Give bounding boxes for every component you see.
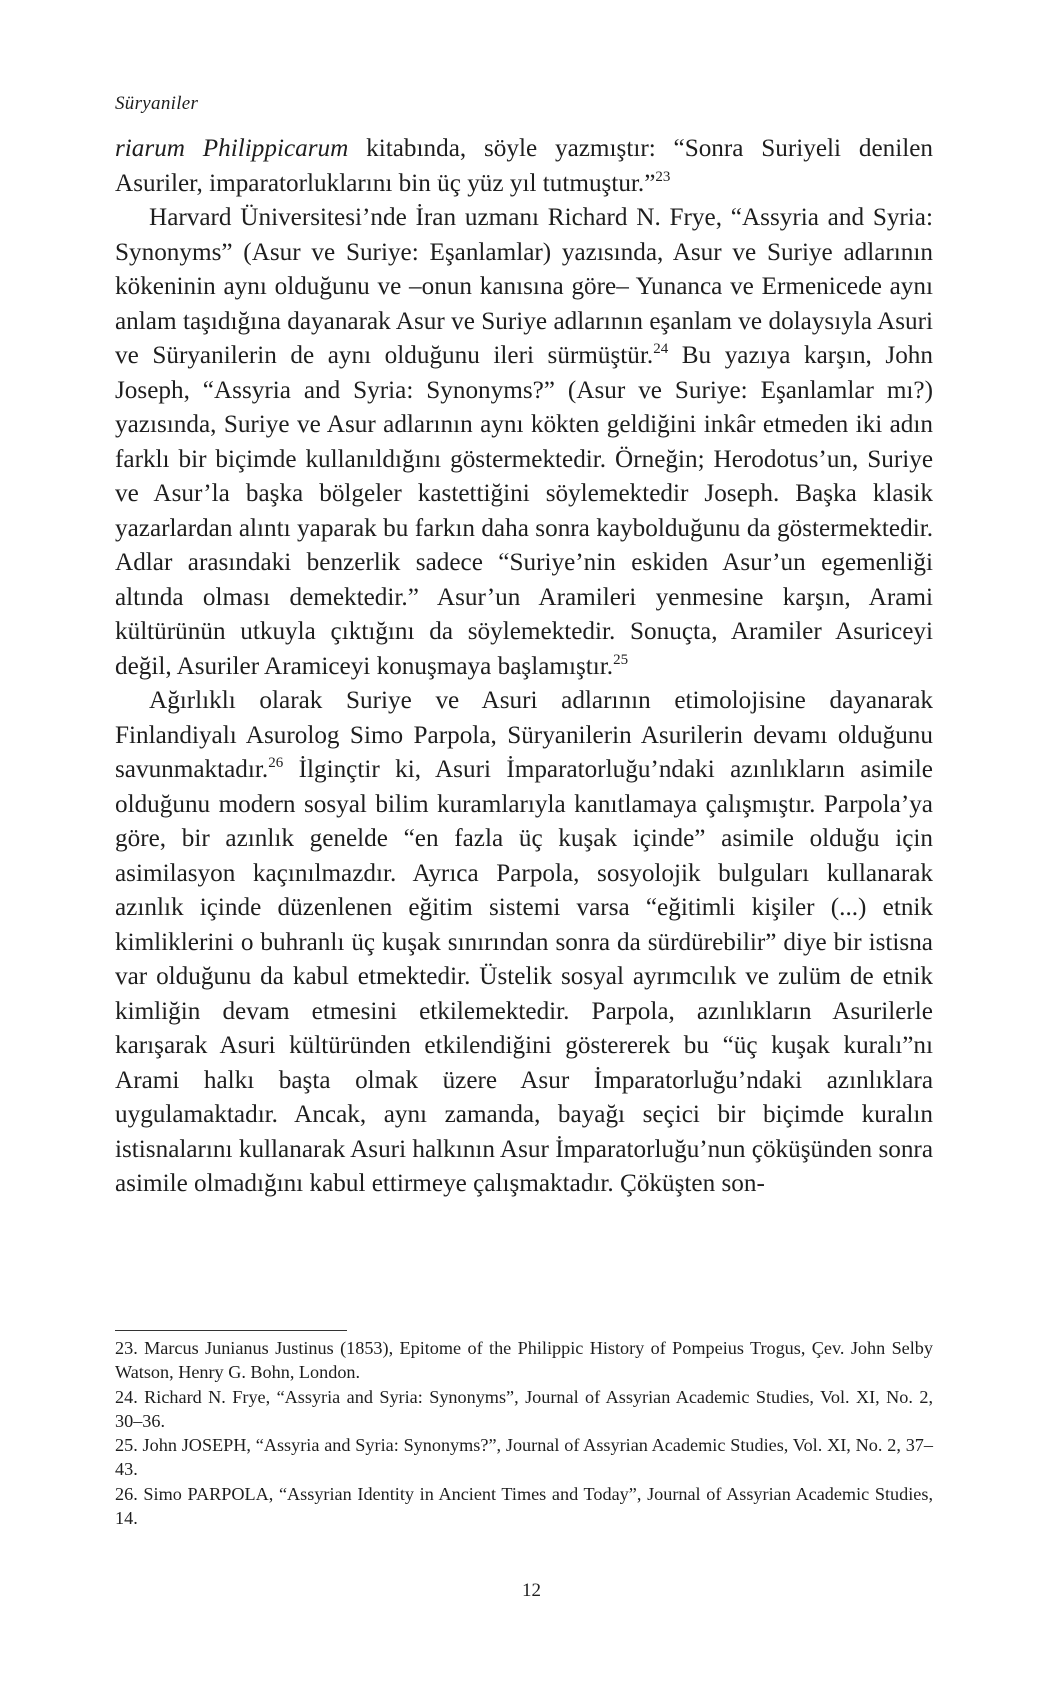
paragraph-3-text-a: Ağırlıklı olarak Suriye ve Asuri adlarının etimolojisine dayanarak Finlandiyalı Asurolog Simo Parpola, Süryanilerin Asurilerin devamı olduğunu savunmaktadır.: [115, 687, 933, 783]
paragraph-1-text: kitabında, söyle yazmıştır: “Sonra Suriyeli denilen Asuriler, imparatorluklarını bin üç yüz yıl tutmuştur.”: [115, 135, 933, 197]
footnote-25: 25. John JOSEPH, “Assyria and Syria: Synonyms?”, Journal of Assyrian Academic Studies, Vol. XI, No. 2, 37–43.: [115, 1435, 933, 1480]
footnote-24: 24. Richard N. Frye, “Assyria and Syria: Synonyms”, Journal of Assyrian Academic Studies, Vol. XI, No. 2, 30–36.: [115, 1386, 933, 1431]
footnote-26: 26. Simo PARPOLA, “Assyrian Identity in Ancient Times and Today”, Journal of Assyrian Academic Studies, 14.: [115, 1483, 933, 1529]
footnotes: [115, 1336, 933, 1530]
page-number: 12: [522, 1580, 541, 1601]
footnote-23: 23. Marcus Junianus Justinus (1853), Epitome of the Philippic History of Pompeius Trogus, Çev. John Selby Watson, Henry G. Bohn, London.: [115, 1338, 933, 1383]
body-text: [115, 132, 933, 1202]
paragraph-2: [115, 201, 933, 684]
footnote-ref-23[interactable]: 23: [655, 168, 671, 185]
footnote-separator: [115, 1330, 347, 1331]
paragraph-1: [115, 132, 933, 201]
running-header: Süryaniler: [115, 93, 199, 114]
footnote-ref-26[interactable]: 26: [268, 755, 284, 771]
paragraph-2-text-a: Harvard Üniversitesi’nde İran uzmanı Richard N. Frye, “Assyria and Syria: Synonyms” (Asur ve Suriye: Eşanlamlar) yazısında, Asur ve Suriye adlarının kökeninin aynı olduğunu ve –onun kanısına göre– Yunanca ve Ermenicede aynı anlam taşıdığına dayanarak Asur ve Suriye adlarının eşanlam ve dolaysıyla Asuri ve Süryanilerin de aynı olduğunu ileri sürmüştür.: [115, 204, 933, 369]
paragraph-3: [115, 684, 933, 1202]
footnote-ref-25[interactable]: 25: [613, 651, 629, 668]
book-title-italic: riarum Philippicarum: [115, 135, 349, 162]
footnote-ref-24[interactable]: 24: [653, 341, 669, 357]
paragraph-3-text-b: İlginçtir ki, Asuri İmparatorluğu’ndaki azınlıkların asimile olduğunu modern sosyal bilim kuramlarıyla kanıtlamaya çalışmıştır. Parpola’ya göre, bir azınlık genelde “en fazla üç kuşak içinde” asimile olduğu için asimilasyon kaçınılmazdır. Ayrıca Parpola, sosyolojik bulguları kullanarak azınlık içinde düzenlenen eğitim sistemi varsa “eğitimli kişiler (...) etnik kimliklerini o buhranlı üç kuşak sınırından sonra da sürdürebilir” diye bir istisna var olduğunu da kabul etmektedir. Üstelik sosyal ayrımcılık ve zulüm de etnik kimliğin devam etmesini etkilemektedir. Parpola, azınlıkların Asurilerle karışarak Asuri kültüründen etkilendiğini göstererek bu “üç kuşak kuralı”nı Arami halkı başta olmak üzere Asur İmparatorluğu’ndaki azınlıklara uygulamaktadır. Ancak, aynı zamanda, bayağı seçici bir biçimde kuralın istisnalarını kullanarak Asuri halkının Asur İmparatorluğu’nun çöküşünden sonra asimile olmadığını kabul ettirmeye çalışmaktadır. Çöküşten son-: [115, 756, 933, 1197]
paragraph-2-text-b: Bu yazıya karşın, John Joseph, “Assyria and Syria: Synonyms?” (Asur ve Suriye: Eşanlamlar mı?) yazısında, Suriye ve Asur adlarının aynı kökten geldiğini inkâr etmeden iki adın farklı bir biçimde kullanıldığını göstermektedir. Örneğin; Herodotus’un, Suriye ve Asur’la başka bölgeler kastettiğini söylemektedir Joseph. Başka klasik yazarlardan alıntı yaparak bu farkın daha sonra kaybolduğunu da göstermektedir. Adlar arasındaki benzerlik sadece “Suriye’nin eskiden Asur’un egemenliği altında olması demektedir.” Asur’un Aramileri yenmesine karşın, Arami kültürünün utkuyla çıktığını da söylemektedir. Sonuçta, Aramiler Asuriceyi değil, Asuriler Aramiceyi konuşmaya başlamıştır.: [115, 342, 933, 680]
